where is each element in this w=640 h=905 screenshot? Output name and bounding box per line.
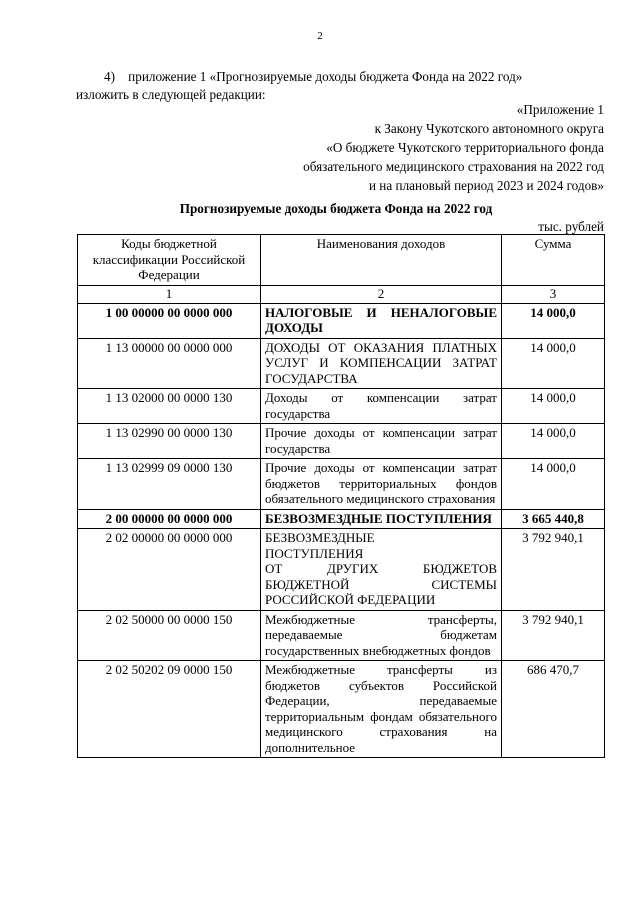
table-title: Прогнозируемые доходы бюджета Фонда на 2022 год: [179, 201, 493, 216]
table-row: [78, 509, 605, 529]
page-number: 2: [317, 30, 323, 42]
amendment-line-1: 4) приложение 1 «Прогнозируемые доходы бюджета Фонда на 2022 год»: [104, 69, 523, 84]
column-number-row: [78, 285, 605, 303]
column-number: 3: [502, 285, 605, 303]
row-name-line: ПОСТУПЛЕНИЯ: [265, 545, 364, 561]
row-name: НАЛОГОВЫЕ И НЕНАЛОГОВЫЕ ДОХОДЫ: [261, 303, 502, 338]
table-row: [78, 389, 605, 424]
table-header-row: [78, 235, 605, 286]
row-code: 1 00 00000 00 0000 000: [78, 303, 261, 338]
row-name: Межбюджетные трансферты из бюджетов субъектов Российской Федерации, передаваемые территориальным фондам обязательного медицинского страхования на дополнительное: [261, 661, 502, 758]
row-sum: 3 792 940,1: [502, 610, 605, 661]
row-name-line: БЕЗВОЗМЕЗДНЫЕ: [265, 530, 375, 545]
table-row: [78, 529, 605, 611]
row-code: 2 02 50000 00 0000 150: [78, 610, 261, 661]
row-sum: 14 000,0: [502, 303, 605, 338]
units-label: тыс. рублей: [538, 219, 604, 234]
revenue-table: [77, 234, 605, 758]
row-sum: 3 665 440,8: [502, 509, 605, 529]
appendix-line: и на плановый период 2023 и 2024 годов»: [368, 178, 604, 193]
table-row: [78, 303, 605, 338]
appendix-line: обязательного медицинского страхования на 2022 год: [303, 159, 604, 174]
header-name: Наименования доходов: [261, 235, 502, 286]
row-name: Прочие доходы от компенсации затрат бюджетов территориальных фондов обязательного медицинского страхования: [261, 459, 502, 510]
row-code: 2 00 00000 00 0000 000: [78, 509, 261, 529]
appendix-line: к Закону Чукотского автономного округа: [374, 121, 604, 136]
row-name: [261, 529, 502, 611]
row-name-line: ОТ ДРУГИХ БЮДЖЕТОВ БЮДЖЕТНОЙ СИСТЕМЫ РОССИЙСКОЙ ФЕДЕРАЦИИ: [265, 561, 497, 607]
row-sum: 14 000,0: [502, 459, 605, 510]
row-code: 2 02 00000 00 0000 000: [78, 529, 261, 611]
column-number: 1: [78, 285, 261, 303]
row-sum: 14 000,0: [502, 389, 605, 424]
table-row: [78, 610, 605, 661]
row-code: 1 13 02000 00 0000 130: [78, 389, 261, 424]
table-row: [78, 424, 605, 459]
row-name: ДОХОДЫ ОТ ОКАЗАНИЯ ПЛАТНЫХ УСЛУГ И КОМПЕНСАЦИИ ЗАТРАТ ГОСУДАРСТВА: [261, 338, 502, 389]
appendix-line: «Приложение 1: [516, 102, 604, 117]
row-code: 2 02 50202 09 0000 150: [78, 661, 261, 758]
column-number: 2: [261, 285, 502, 303]
row-name: БЕЗВОЗМЕЗДНЫЕ ПОСТУПЛЕНИЯ: [261, 509, 502, 529]
header-sum: Сумма: [502, 235, 605, 286]
amendment-paragraph: [76, 68, 604, 104]
row-code: 1 13 02990 00 0000 130: [78, 424, 261, 459]
table-row: [78, 338, 605, 389]
row-sum: 686 470,7: [502, 661, 605, 758]
row-name: Доходы от компенсации затрат государства: [261, 389, 502, 424]
row-name: Межбюджетные трансферты, передаваемые бюджетам государственных внебюджетных фондов: [261, 610, 502, 661]
amendment-line-2: изложить в следующей редакции:: [76, 87, 266, 102]
row-code: 1 13 00000 00 0000 000: [78, 338, 261, 389]
table-row: [78, 661, 605, 758]
row-name: Прочие доходы от компенсации затрат государства: [261, 424, 502, 459]
appendix-header: [303, 100, 604, 195]
row-sum: 14 000,0: [502, 424, 605, 459]
row-sum: 3 792 940,1: [502, 529, 605, 611]
row-sum: 14 000,0: [502, 338, 605, 389]
appendix-line: «О бюджете Чукотского территориального фонда: [326, 140, 604, 155]
header-code: Коды бюджетной классификации Российской Федерации: [78, 235, 261, 286]
row-code: 1 13 02999 09 0000 130: [78, 459, 261, 510]
table-row: [78, 459, 605, 510]
